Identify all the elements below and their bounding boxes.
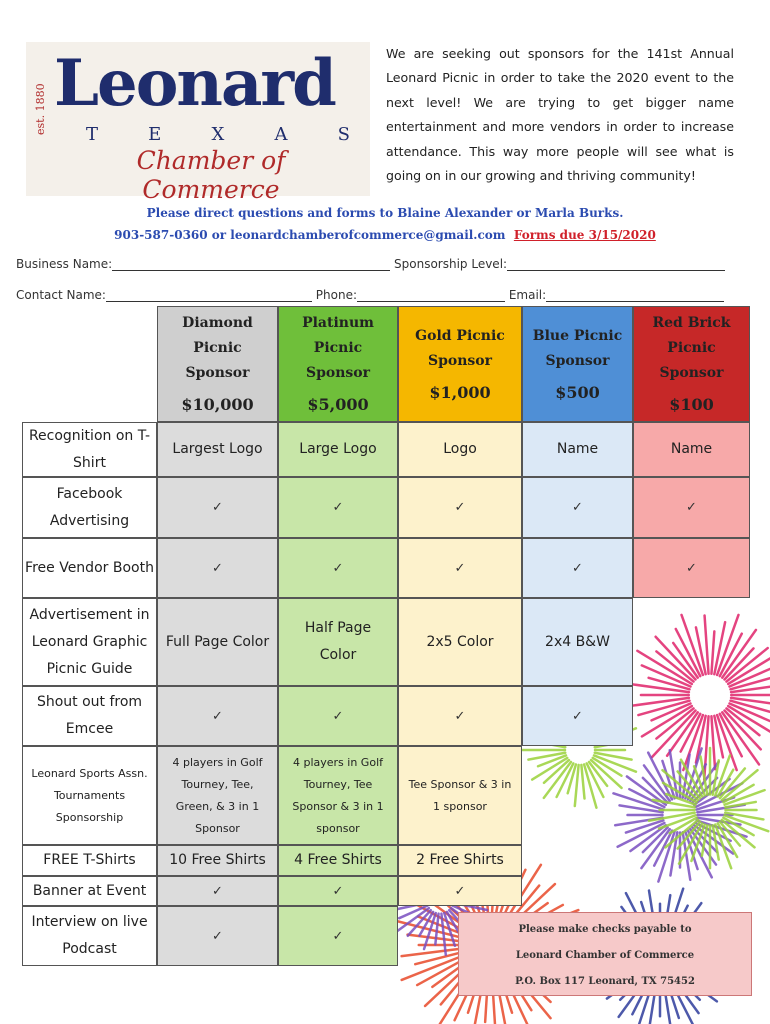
benefit-value: 2 Free Shirts [398, 845, 522, 876]
tier-header [278, 306, 398, 422]
tier-price: $100 [669, 395, 714, 414]
row-label: Recognition on T-Shirt [22, 422, 157, 477]
logo-name: Leonard [54, 46, 335, 121]
tier-name: Red Brick Picnic Sponsor [652, 315, 731, 381]
check-icon: ✓ [398, 686, 522, 746]
row-label: Facebook Advertising [22, 477, 157, 538]
payment-line-3: P.O. Box 117 Leonard, TX 75452 [515, 976, 695, 987]
check-icon: ✓ [157, 906, 278, 966]
benefit-value: 2x4 B&W [522, 598, 633, 686]
row-label: Advertisement in Leonard Graphic Picnic Guide [22, 598, 157, 686]
phone-label: Phone: [315, 288, 357, 302]
benefit-value: Half Page Color [278, 598, 398, 686]
tier-name: Diamond Picnic Sponsor [182, 315, 253, 381]
logo-est: est. 1880 [34, 83, 47, 135]
business-name-label: Business Name: [16, 257, 113, 271]
benefit-value: Full Page Color [157, 598, 278, 686]
check-icon: ✓ [398, 876, 522, 906]
tier-header [398, 306, 522, 422]
check-icon: ✓ [157, 538, 278, 598]
check-icon: ✓ [278, 477, 398, 538]
form-row-1 [16, 257, 756, 271]
business-name-field[interactable] [112, 258, 390, 271]
logo-subtitle: Chamber of Commerce [136, 146, 286, 204]
check-icon: ✓ [398, 538, 522, 598]
contact-name-label: Contact Name: [16, 288, 106, 302]
row-label: Banner at Event [22, 876, 157, 906]
contact-instructions: Please direct questions and forms to Blaine Alexander or Marla Burks. [146, 206, 624, 220]
contact-name-field[interactable] [106, 289, 312, 302]
check-icon: ✓ [157, 686, 278, 746]
row-label: Free Vendor Booth [22, 538, 157, 598]
benefit-value: Large Logo [278, 422, 398, 477]
forms-due: Forms due 3/15/2020 [513, 228, 656, 242]
row-label: Leonard Sports Assn. Tournaments Sponsorship [22, 746, 157, 845]
check-icon: ✓ [522, 477, 633, 538]
row-label: Interview on live Podcast [22, 906, 157, 966]
email-field[interactable] [546, 289, 724, 302]
tier-price: $5,000 [307, 395, 369, 414]
form-row-2 [16, 288, 756, 302]
tier-header [522, 306, 633, 422]
check-icon: ✓ [398, 477, 522, 538]
benefit-value: Name [522, 422, 633, 477]
contact-details [0, 228, 770, 242]
row-label: FREE T-Shirts [22, 845, 157, 876]
benefit-value: Logo [398, 422, 522, 477]
phone-field[interactable] [357, 289, 505, 302]
benefit-value: 10 Free Shirts [157, 845, 278, 876]
email-label: Email: [508, 288, 547, 302]
payment-instructions [458, 912, 752, 996]
tier-price: $10,000 [181, 395, 254, 414]
payment-line-1: Please make checks payable to [518, 924, 692, 935]
check-icon: ✓ [278, 538, 398, 598]
benefit-value: 2x5 Color [398, 598, 522, 686]
check-icon: ✓ [633, 538, 750, 598]
tier-name: Gold Picnic Sponsor [415, 327, 505, 369]
payment-line-2: Leonard Chamber of Commerce [515, 950, 695, 961]
check-icon: ✓ [157, 876, 278, 906]
contact-phone-email: 903-587-0360 or leonardchamberofcommerce@gmail.com [114, 228, 506, 242]
sponsorship-level-label: Sponsorship Level: [394, 257, 508, 271]
benefit-value: Name [633, 422, 750, 477]
sponsorship-level-field[interactable] [507, 258, 725, 271]
tier-header [633, 306, 750, 422]
check-icon: ✓ [522, 686, 633, 746]
benefit-value: Tee Sponsor & 3 in 1 sponsor [398, 746, 522, 845]
check-icon: ✓ [522, 538, 633, 598]
check-icon: ✓ [278, 906, 398, 966]
tier-name: Blue Picnic Sponsor [532, 327, 623, 369]
check-icon: ✓ [278, 876, 398, 906]
chamber-logo [26, 42, 370, 204]
tier-price: $1,000 [429, 382, 491, 402]
check-icon: ✓ [633, 477, 750, 538]
benefit-value: 4 players in Golf Tourney, Tee Sponsor & 3 in 1 sponsor [278, 746, 398, 845]
tier-name: Platinum Picnic Sponsor [302, 315, 374, 381]
benefit-value: 4 players in Golf Tourney, Tee, Green, & 3 in 1 Sponsor [157, 746, 278, 845]
benefit-value: 4 Free Shirts [278, 845, 398, 876]
benefit-value: Largest Logo [157, 422, 278, 477]
intro-paragraph: We are seeking out sponsors for the 141st Annual Leonard Picnic in order to take the 2020 event to the next level! We are trying to get bigger name entertainment and more vendors in order to increase attendance. This way more people will see what is going on in our growing and thriving community! [386, 46, 734, 184]
check-icon: ✓ [278, 686, 398, 746]
tier-price: $500 [555, 382, 600, 402]
row-label: Shout out from Emcee [22, 686, 157, 746]
tier-header [157, 306, 278, 422]
logo-state: T E X A S [86, 124, 350, 145]
check-icon: ✓ [157, 477, 278, 538]
